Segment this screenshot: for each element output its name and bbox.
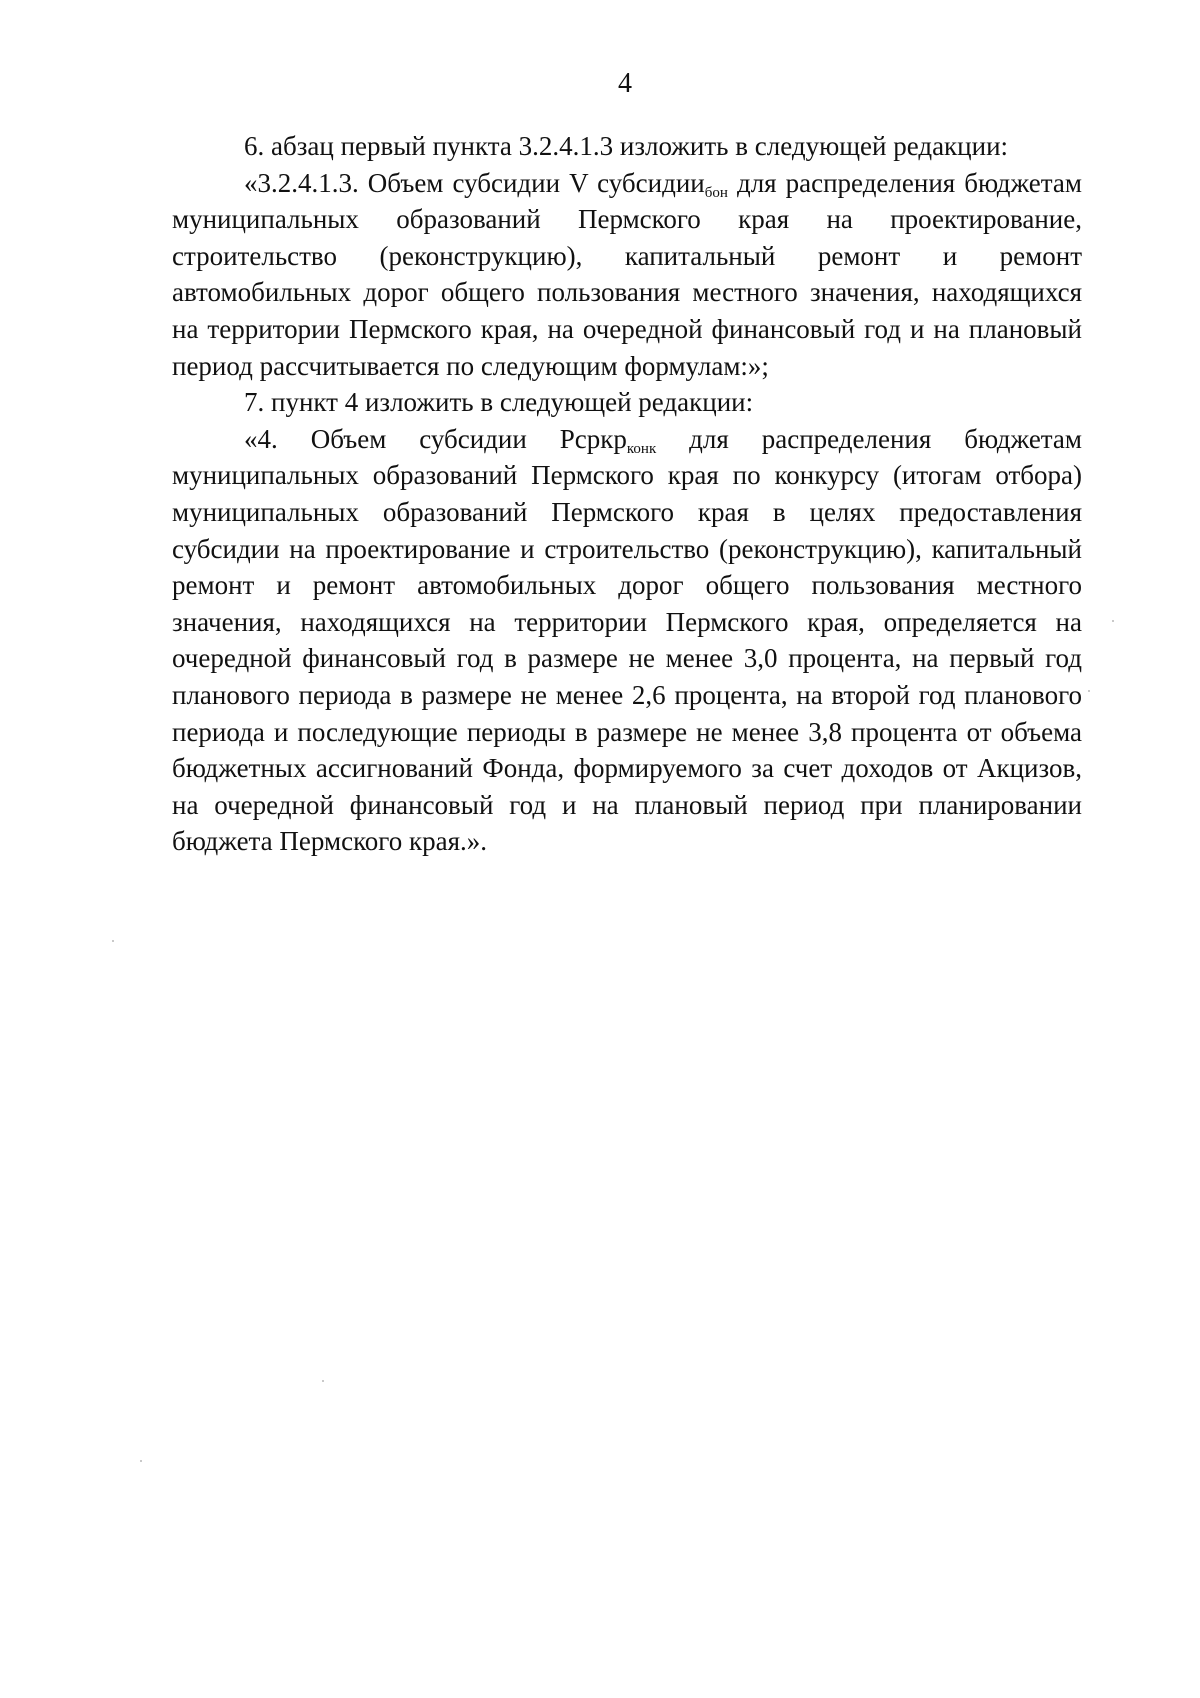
- scan-speck: [140, 1460, 142, 1462]
- paragraph-quoted-4: [172, 421, 1082, 860]
- paragraph-text-continued: для распределения бюджетам муниципальных образований Пермского края на проектирование, строительство (реконструкцию), капитальный ремонт и ремонт автомобильных дорог общего пользования местного значения, находящихся на территории Пермского края, на очередной финансовый год и на плановый период рассчитывается по следующим формулам:»;: [172, 167, 1082, 381]
- scan-speck: [1112, 620, 1114, 622]
- document-body: [172, 128, 1082, 860]
- scan-speck: [112, 940, 114, 942]
- subscript-konk: конк: [626, 440, 657, 457]
- paragraph-text: 7. пункт 4 изложить в следующей редакции:: [244, 387, 754, 418]
- scan-speck: [322, 1380, 324, 1382]
- paragraph-text: 6. абзац первый пункта 3.2.4.1.3 изложить в следующей редакции:: [244, 131, 1009, 161]
- paragraph-text: «4. Объем субсидии Pсркр: [244, 423, 627, 454]
- subscript-bon: бон: [704, 184, 728, 201]
- paragraph-quoted-3-2-4-1-3: [172, 165, 1082, 385]
- paragraph-item-6: [172, 128, 1082, 165]
- paragraph-text: «3.2.4.1.3. Объем субсидии V субсидии: [244, 167, 705, 198]
- paragraph-item-7: [172, 384, 1082, 421]
- paragraph-text-continued: для распределения бюджетам муниципальных образований Пермского края по конкурсу (итогам отбора) муниципальных образований Пермского края в целях предоставления субсидии на проектирование и строительство (реконструкцию), капитальный ремонт и ремонт автомобильных дорог общего пользования местного значения, находящихся на территории Пермского края, определяется на очередной финансовый год в размере не менее 3,0 процента, на первый год планового периода в размере не менее 2,6 процента, на второй год планового периода и последующие периоды в размере не менее 3,8 процента от объема бюджетных ассигнований Фонда, формируемого за счет доходов от Акцизов, на очередной финансовый год и на плановый период при планировании бюджета Пермского края.».: [172, 423, 1082, 857]
- scan-speck: [1088, 690, 1090, 692]
- page-number: 4: [618, 68, 632, 99]
